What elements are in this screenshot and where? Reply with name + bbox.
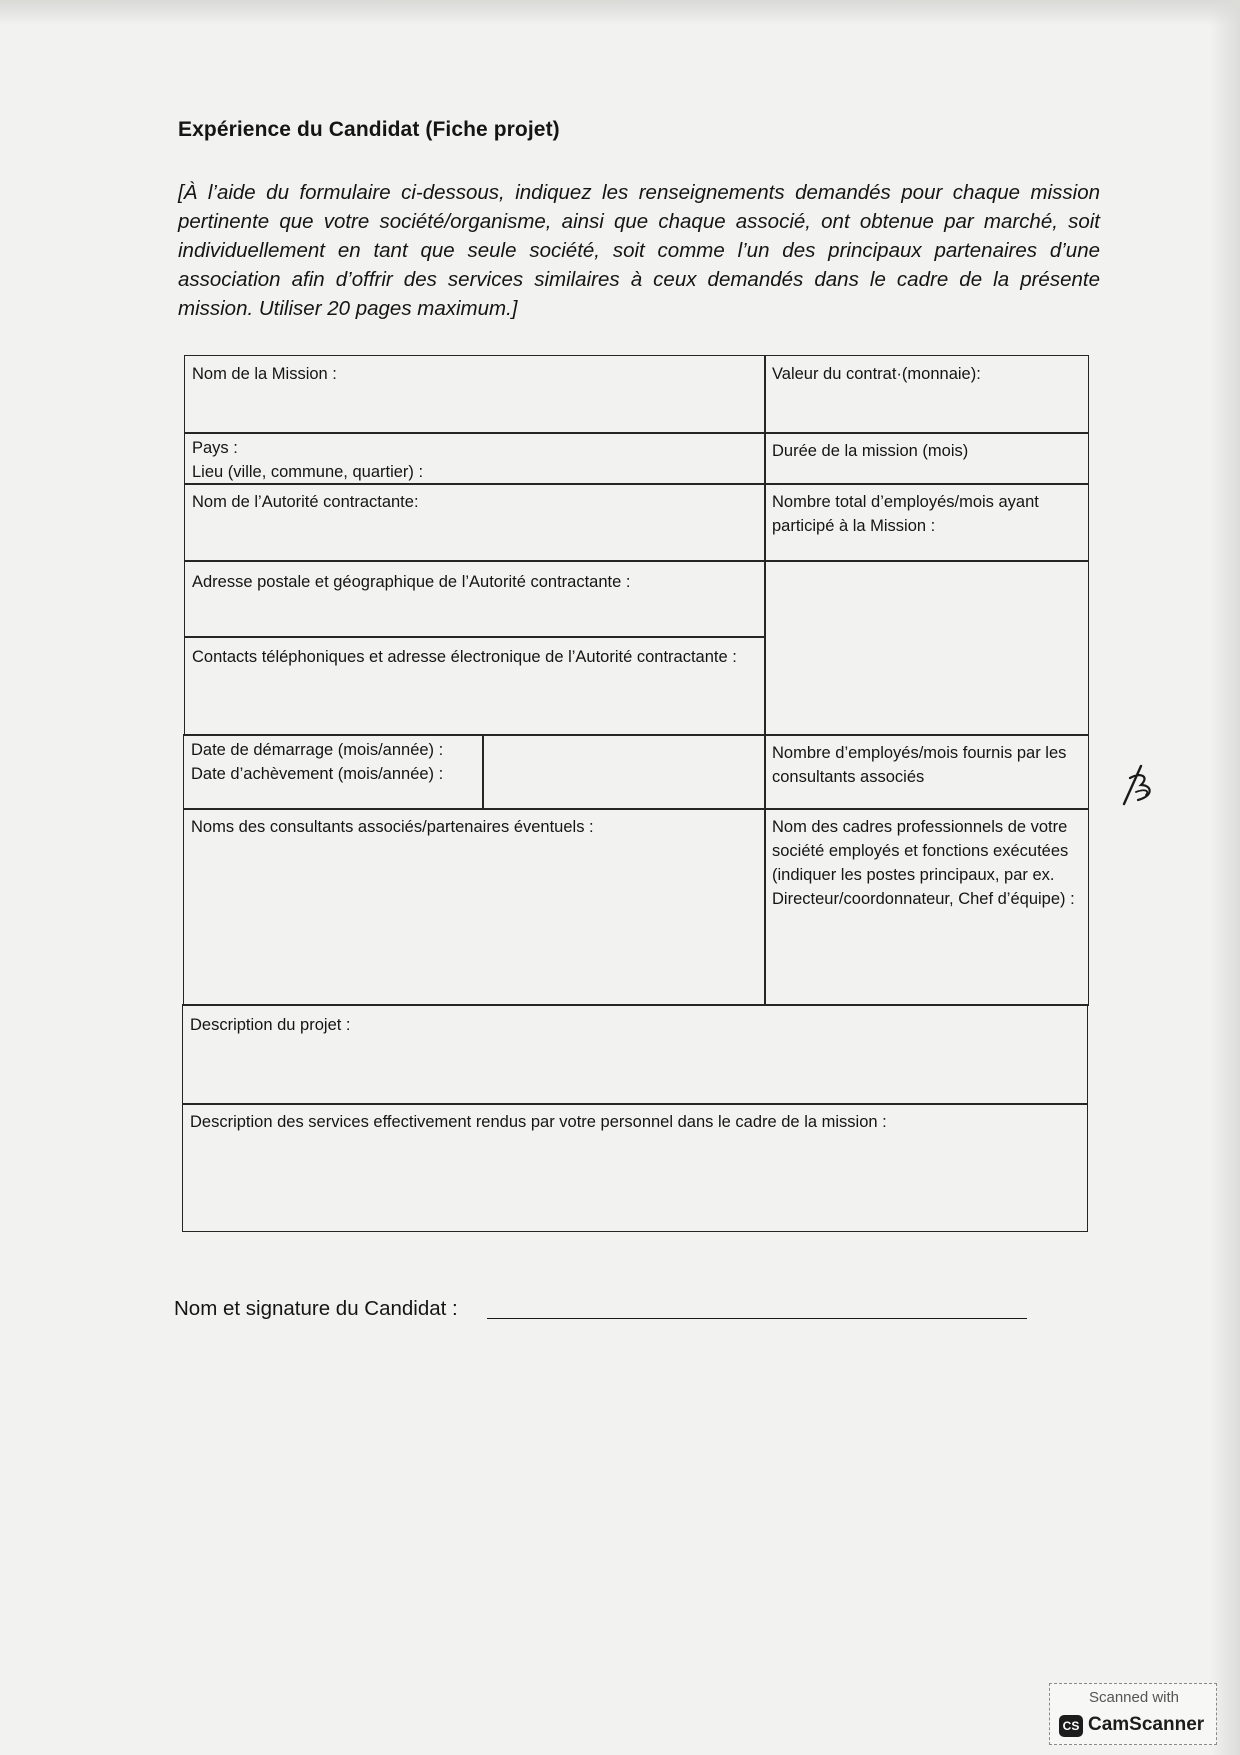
- dates-cell: [183, 734, 484, 810]
- scan-shadow-top: [0, 0, 1240, 26]
- total-staff-months-cell: [764, 483, 1089, 562]
- camscanner-logo-icon: CS: [1059, 1715, 1083, 1737]
- associated-consultants-cell: [183, 808, 766, 1006]
- signature-label: Nom et signature du Candidat :: [174, 1297, 458, 1320]
- project-description-cell: [182, 1004, 1088, 1105]
- handwritten-initials-mark: [1116, 758, 1164, 810]
- professional-staff-cell: [764, 808, 1089, 1006]
- authority-contacts-label: Contacts téléphoniques et adresse électronique de l’Autorité contractante :: [192, 648, 737, 666]
- authority-address-label: Adresse postale et géographique de l’Autorité contractante :: [192, 573, 631, 591]
- services-description-cell: [182, 1103, 1088, 1232]
- start-date-label: Date de démarrage (mois/année) :: [191, 741, 444, 759]
- dates-value-cell: [482, 734, 766, 810]
- contracting-authority-cell: [184, 483, 766, 562]
- camscanner-badge: [1049, 1683, 1217, 1745]
- blank-right-cell: [764, 560, 1089, 736]
- associate-staff-months-cell: [764, 734, 1089, 810]
- contract-value-cell: [764, 355, 1089, 434]
- country-location-cell: [184, 432, 766, 485]
- mission-duration-label: Durée de la mission (mois): [772, 442, 969, 460]
- mission-name-label: Nom de la Mission :: [192, 365, 337, 383]
- scanned-with-text: Scanned with: [1088, 1689, 1180, 1706]
- country-label: Pays :: [192, 439, 238, 457]
- instructions-paragraph: [À l’aide du formulaire ci-dessous, indiquez les renseignements demandés pour chaque mission pertinente que votre société/organisme, ainsi que chaque associé, ont obtenue par marché, soit individuellement en tant que seule société, soit comme l’un des principaux partenaires d’une association afin d’offrir des services similaires à ceux demandés dans le cadre de la présente mission. Utiliser 20 pages maximum.]: [178, 181, 1100, 320]
- location-label: Lieu (ville, commune, quartier) :: [192, 463, 424, 481]
- services-description-label: Description des services effectivement rendus par votre personnel dans le cadre de la mission :: [190, 1113, 887, 1131]
- authority-address-cell: [184, 560, 766, 638]
- professional-staff-label: Nom des cadres professionnels de votre société employés et fonctions exécutées (indiquer les postes principaux, par ex. Directeur/coordonnateur, Chef d’équipe) :: [772, 818, 1075, 908]
- associated-consultants-label: Noms des consultants associés/partenaires éventuels :: [191, 818, 594, 836]
- total-staff-months-label: Nombre total d’employés/mois ayant participé à la Mission :: [772, 493, 1039, 535]
- end-date-label: Date d’achèvement (mois/année) :: [191, 765, 444, 783]
- authority-contacts-cell: [184, 636, 766, 736]
- contracting-authority-label: Nom de l’Autorité contractante:: [192, 493, 419, 511]
- associate-staff-months-label: Nombre d’employés/mois fournis par les consultants associés: [772, 744, 1067, 786]
- mission-name-cell: [184, 355, 766, 434]
- camscanner-name: CamScanner: [1088, 1714, 1205, 1735]
- mission-duration-cell: [764, 432, 1089, 485]
- page-title: Expérience du Candidat (Fiche projet): [178, 118, 560, 141]
- scan-shadow-right: [1210, 0, 1240, 1755]
- signature-line: [487, 1318, 1027, 1319]
- project-description-label: Description du projet :: [190, 1016, 351, 1034]
- contract-value-label: Valeur du contrat·(monnaie):: [772, 365, 981, 383]
